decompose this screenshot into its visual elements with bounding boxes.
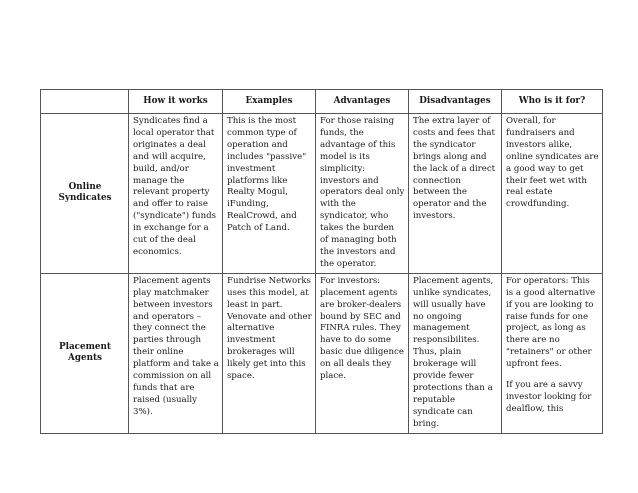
cell-advantages: [316, 273, 409, 433]
header-who-is-it-for: Who is it for?: [502, 90, 603, 114]
cell-text: Syndicates find a local operator that originates a deal and will acquire, build, and/or manage the relevant property and offer to raise ("syndicate") funds in exchange for a cut of the deal economics.: [133, 116, 217, 257]
cell-text: For operators: This is a good alternative if you are looking to raise funds for one project, as long as there are no "retainers" or other upfront fees.: [506, 275, 596, 370]
header-empty: [41, 90, 129, 114]
header-disadvantages: Disadvantages: [409, 90, 502, 114]
cell-text: Fundrise Networks uses this model, at least in part. Venovate and other alternative investment brokerages will likely get into this space.: [227, 275, 312, 382]
cell-who-is-it-for: [502, 114, 603, 274]
cell-how-it-works: [129, 273, 223, 433]
cell-who-is-it-for: [502, 273, 603, 433]
table-header-row: [41, 90, 603, 114]
header-examples: Examples: [223, 90, 316, 114]
cell-text: The extra layer of costs and fees that the syndicator brings along and the lack of a direct connection between the operator and the investors.: [413, 116, 496, 222]
cell-text: Overall, for fundraisers and investors alike, online syndicates are a good way to get their feet wet with real estate crowdfunding.: [506, 116, 599, 210]
cell-advantages: [316, 114, 409, 274]
cell-disadvantages: [409, 114, 502, 274]
cell-text: For those raising funds, the advantage of this model is its simplicity: investors and operators deal only with the syndicator, who takes the burden of managing both the investors and the operator.: [320, 116, 405, 269]
cell-text: This is the most common type of operation and includes "passive" investment platforms like Realty Mogul, iFunding, RealCrowd, and Patch of Land.: [227, 116, 307, 234]
cell-text: For investors: placement agents are broker-dealers bound by SEC and FINRA rules. They have to do some basic due diligence on all deals they place.: [320, 275, 404, 382]
cell-text: Placement agents play matchmaker between investors and operators – they connect the parties through their online platform and take a commission on all funds that are raised (usually 3%).: [133, 275, 219, 417]
header-advantages: Advantages: [316, 90, 409, 114]
cell-text-continued: If you are a savvy investor looking for dealflow, this: [506, 380, 592, 414]
cell-examples: [223, 114, 316, 274]
cell-text: Placement agents, unlike syndicates, will usually have no ongoing management responsibilites. Thus, plain brokerage will provide fewer protections than a reputable syndicate can bring.: [413, 275, 494, 429]
comparison-table: [40, 89, 603, 434]
table-row: [41, 273, 603, 433]
cell-examples: [223, 273, 316, 433]
table-row: [41, 114, 603, 274]
row-label-online-syndicates: Online Syndicates: [41, 114, 129, 274]
cell-disadvantages: [409, 273, 502, 433]
cell-how-it-works: [129, 114, 223, 274]
header-how-it-works: How it works: [129, 90, 223, 114]
row-label-placement-agents: Placement Agents: [41, 273, 129, 433]
